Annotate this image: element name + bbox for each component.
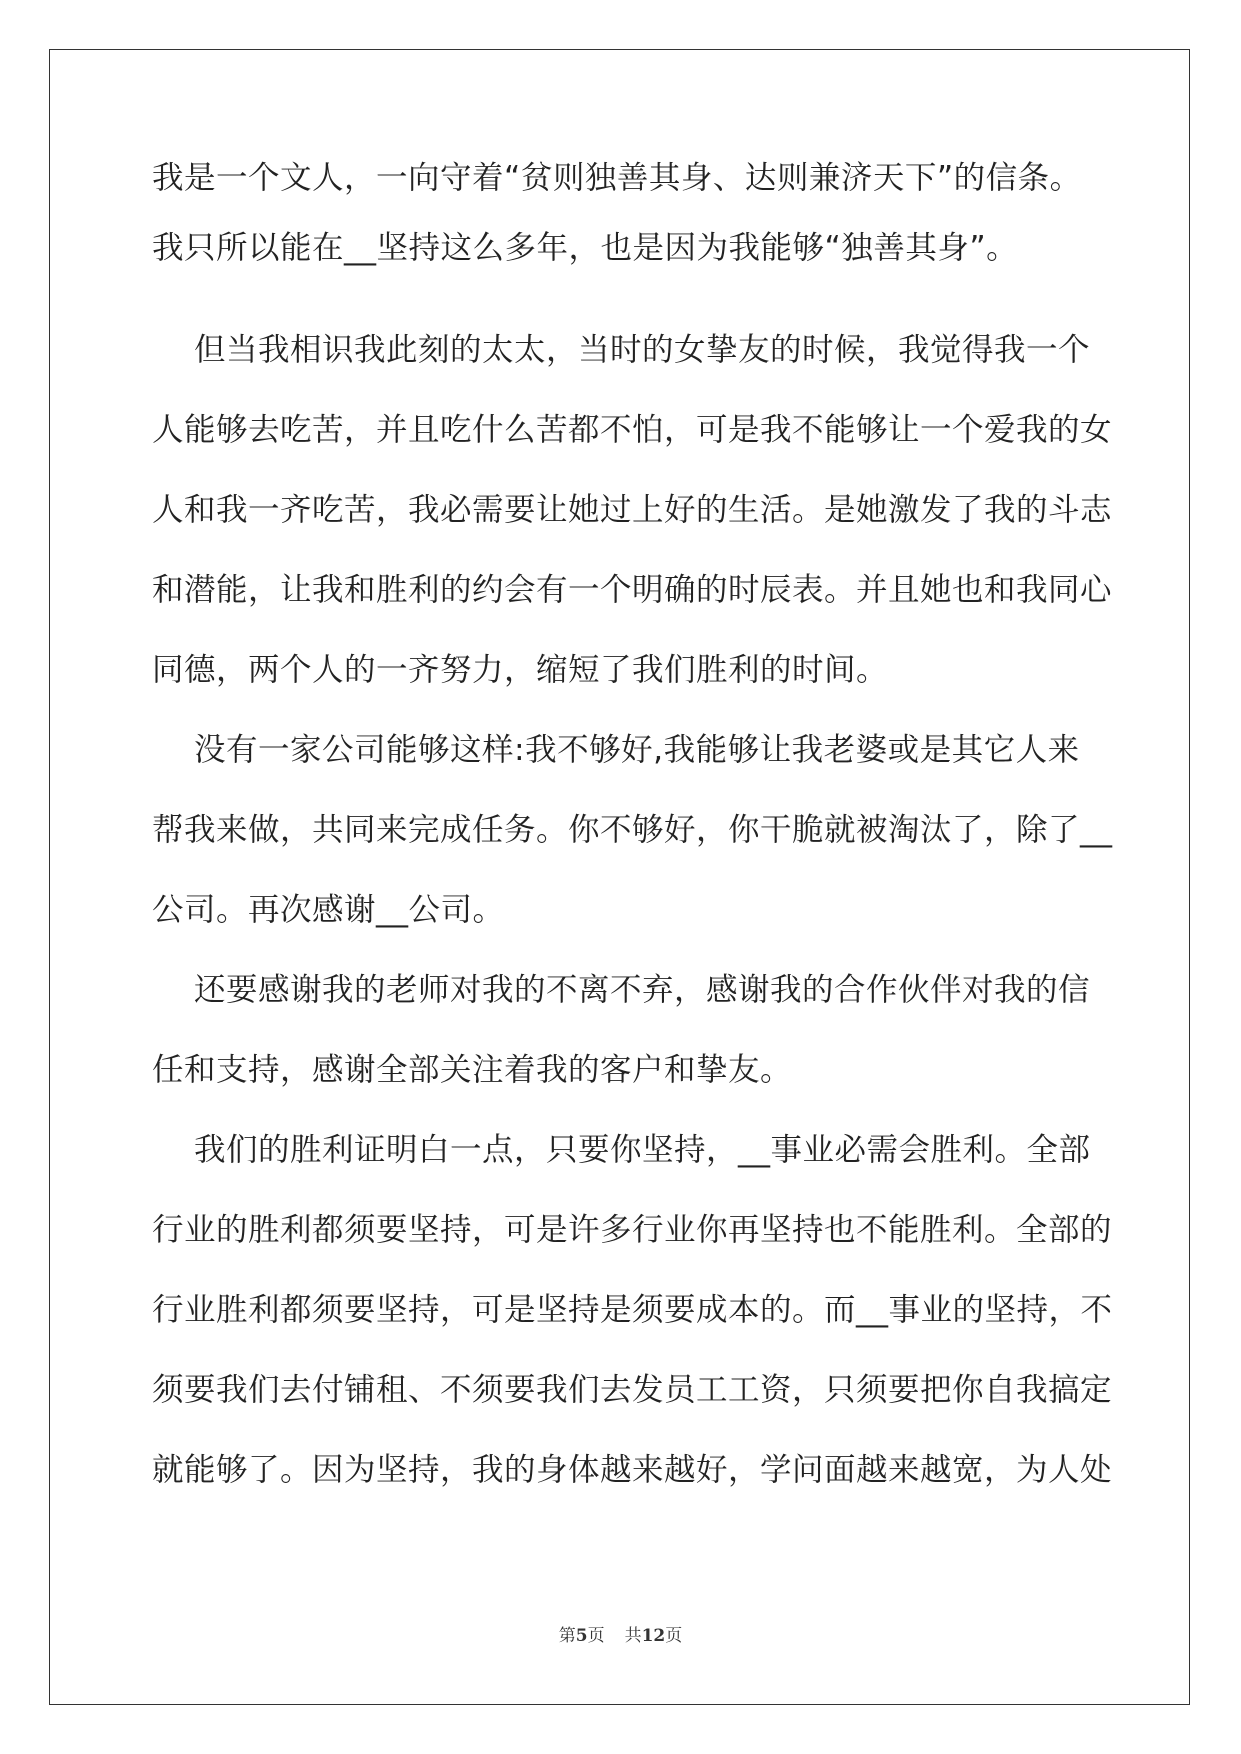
text-line: 没有一家公司能够这样:我不够好,我能够让我老婆或是其它人来 <box>152 732 1080 768</box>
text-line: 行业的胜利都须要坚持，可是许多行业你再坚持也不能胜利。全部的 <box>152 1212 1113 1248</box>
page-footer <box>0 1625 1241 1647</box>
text-line: 人和我一齐吃苦，我必需要让她过上好的生活。是她激发了我的斗志 <box>152 492 1113 528</box>
text-line: 和潜能，让我和胜利的约会有一个明确的时辰表。并且她也和我同心 <box>152 572 1113 608</box>
total-page-number: 12 <box>641 1626 666 1646</box>
text-line: 任和支持，感谢全部关注着我的客户和挚友。 <box>152 1052 793 1088</box>
text-line: 公司。再次感谢__公司。 <box>152 892 505 928</box>
text-line: 还要感谢我的老师对我的不离不弃，感谢我的合作伙伴对我的信 <box>152 972 1091 1008</box>
text-line: 帮我来做，共同来完成任务。你不够好，你干脆就被淘汰了，除了__ <box>152 812 1113 848</box>
footer-page-suffix: 页 <box>587 1626 605 1646</box>
footer-total-prefix: 共 <box>624 1626 642 1646</box>
text-line: 但当我相识我此刻的太太，当时的女挚友的时候，我觉得我一个 <box>152 332 1091 368</box>
text-line: 我是一个文人，一向守着“贫则独善其身、达则兼济天下”的信条。 <box>152 160 1082 196</box>
footer-prefix: 第 <box>558 1626 576 1646</box>
current-page-number: 5 <box>575 1626 588 1646</box>
text-line: 就能够了。因为坚持，我的身体越来越好，学问面越来越宽，为人处 <box>152 1452 1113 1488</box>
text-line: 我只所以能在__坚持这么多年，也是因为我能够“独善其身”。 <box>152 230 1019 266</box>
text-line: 须要我们去付铺租、不须要我们去发员工工资，只须要把你自我搞定 <box>152 1372 1113 1408</box>
text-line: 行业胜利都须要坚持，可是坚持是须要成本的。而__事业的坚持，不 <box>152 1292 1113 1328</box>
text-line: 我们的胜利证明白一点，只要你坚持，__事业必需会胜利。全部 <box>152 1132 1091 1168</box>
text-line: 同德，两个人的一齐努力，缩短了我们胜利的时间。 <box>152 652 889 688</box>
text-line: 人能够去吃苦，并且吃什么苦都不怕，可是我不能够让一个爱我的女 <box>152 412 1113 448</box>
footer-total-suffix: 页 <box>665 1626 683 1646</box>
